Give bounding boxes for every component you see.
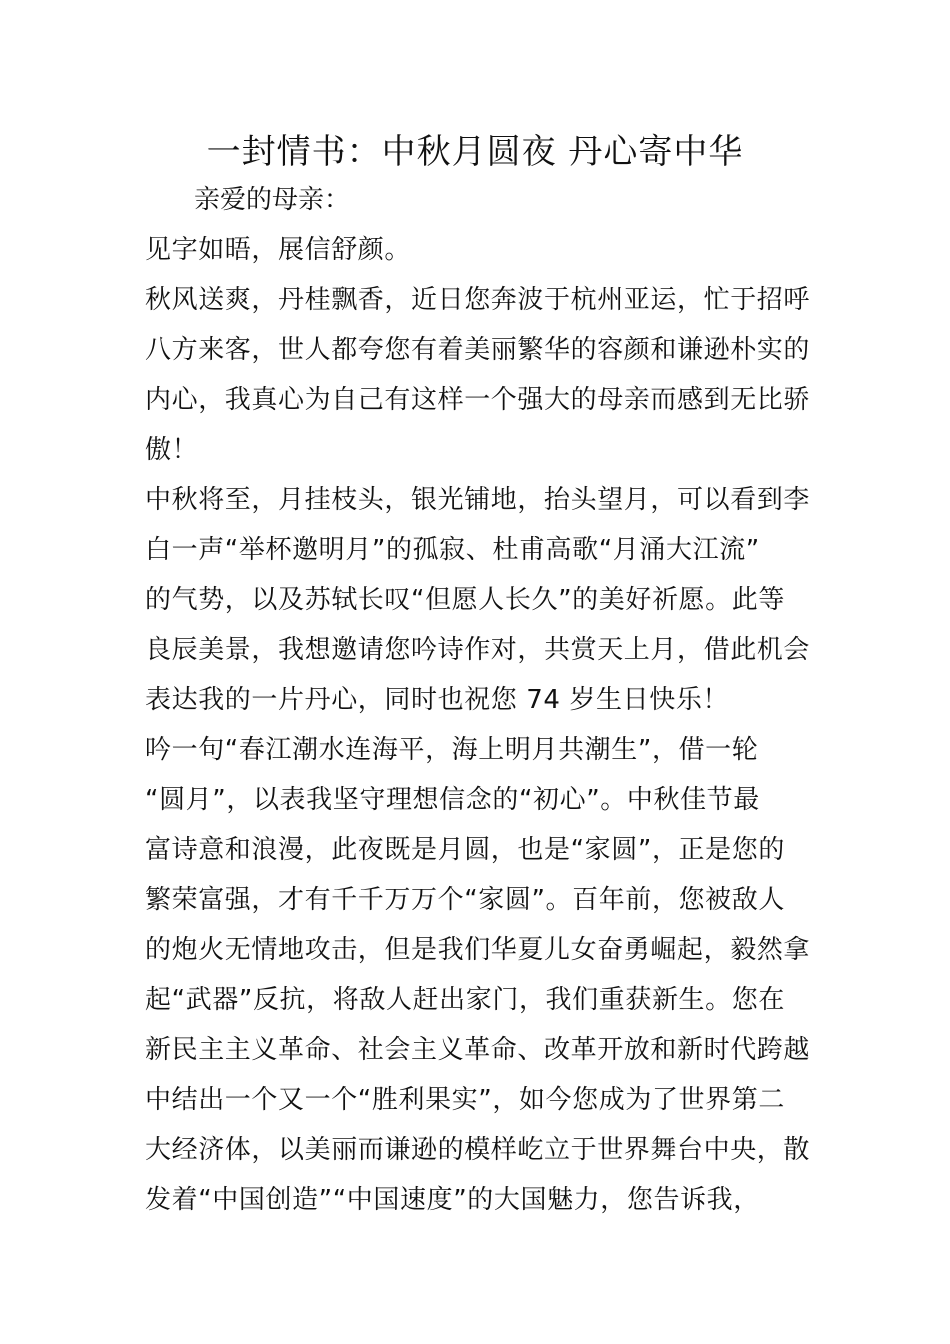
body-line: 新民主主义革命、社会主义革命、改革开放和新时代跨越 [145, 1035, 811, 1065]
body-line: “圆月”，以表我坚守理想信念的“初心”。中秋佳节最 [145, 785, 760, 815]
body-line: 傲！ [145, 435, 199, 465]
body-line: 吟一句“春江潮水连海平，海上明月共潮生”，借一轮 [145, 735, 759, 765]
document-title: 一封情书：中秋月圆夜 丹心寄中华 [206, 132, 744, 172]
body-line: 秋风送爽，丹桂飘香，近日您奔波于杭州亚运，忙于招呼 [145, 285, 811, 315]
body-line: 中秋将至，月挂枝头，银光铺地，抬头望月，可以看到李 [145, 485, 811, 515]
body-line: 良辰美景，我想邀请您吟诗作对，共赏天上月，借此机会 [145, 635, 811, 665]
body-line: 中结出一个又一个“胜利果实”，如今您成为了世界第二 [145, 1085, 785, 1115]
body-line: 白一声“举杯邀明月”的孤寂、杜甫高歌“月涌大江流” [145, 535, 760, 565]
body-line: 发着“中国创造”“中国速度”的大国魅力，您告诉我， [145, 1185, 760, 1215]
body-line: 见字如晤，展信舒颜。 [145, 235, 412, 265]
body-line: 表达我的一片丹心，同时也祝您 74 岁生日快乐！ [145, 685, 730, 715]
body-line: 八方来客，世人都夸您有着美丽繁华的容颜和谦逊朴实的 [145, 335, 811, 365]
body-line: 内心，我真心为自己有这样一个强大的母亲而感到无比骄 [145, 385, 811, 415]
salutation: 亲爱的母亲： [194, 185, 351, 215]
body-line: 繁荣富强，才有千千万万个“家圆”。百年前，您被敌人 [145, 885, 785, 915]
body-line: 富诗意和浪漫，此夜既是月圆，也是“家圆”，正是您的 [145, 835, 785, 865]
body-line: 的炮火无情地攻击，但是我们华夏儿女奋勇崛起，毅然拿 [145, 935, 811, 965]
body-line: 起“武器”反抗，将敌人赶出家门，我们重获新生。您在 [145, 985, 785, 1015]
body-line: 的气势，以及苏轼长叹“但愿人长久”的美好祈愿。此等 [145, 585, 785, 615]
body-line: 大经济体，以美丽而谦逊的模样屹立于世界舞台中央，散 [145, 1135, 811, 1165]
